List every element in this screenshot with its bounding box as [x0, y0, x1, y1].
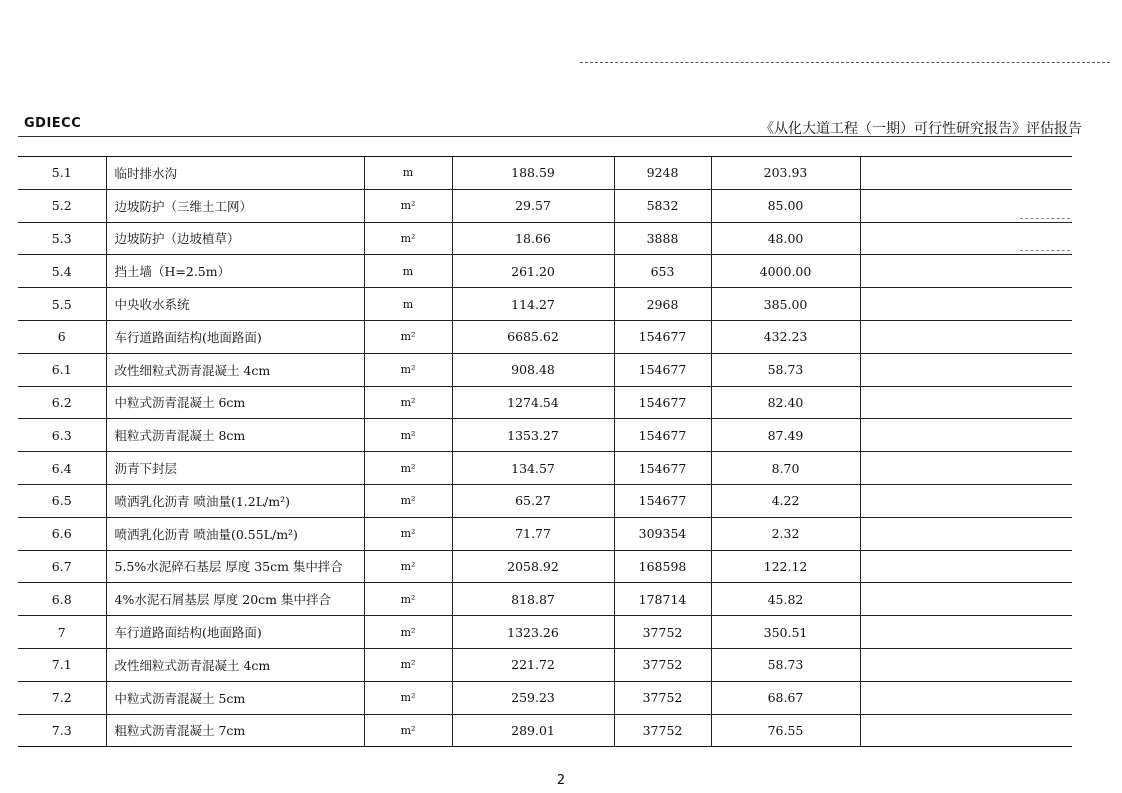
item-name-cell: 5.5%水泥碎石基层 厚度 35cm 集中拌合 — [106, 550, 364, 583]
amount-cell: 221.72 — [452, 648, 614, 681]
unit-price-cell: 432.23 — [711, 320, 860, 353]
quantity-cell: 9248 — [614, 157, 711, 190]
remarks-cell — [860, 616, 1072, 649]
unit-price-cell: 2.32 — [711, 517, 860, 550]
quantity-cell: 3888 — [614, 222, 711, 255]
amount-cell: 18.66 — [452, 222, 614, 255]
item-number-cell: 7 — [18, 616, 106, 649]
item-name-cell: 边坡防护（边坡植草） — [106, 222, 364, 255]
cost-table-container — [18, 156, 1072, 747]
item-number-cell: 5.2 — [18, 189, 106, 222]
item-name-cell: 粗粒式沥青混凝土 7cm — [106, 714, 364, 747]
quantity-cell: 154677 — [614, 484, 711, 517]
item-name-cell: 改性细粒式沥青混凝土 4cm — [106, 648, 364, 681]
table-row — [18, 616, 1072, 649]
item-name-cell: 沥青下封层 — [106, 452, 364, 485]
table-row — [18, 714, 1072, 747]
unit-cell: m² — [364, 452, 452, 485]
unit-price-cell: 76.55 — [711, 714, 860, 747]
remarks-cell — [860, 419, 1072, 452]
item-number-cell: 6.8 — [18, 583, 106, 616]
amount-cell: 259.23 — [452, 681, 614, 714]
amount-cell: 65.27 — [452, 484, 614, 517]
table-row — [18, 386, 1072, 419]
item-number-cell: 5.4 — [18, 255, 106, 288]
header-report-title: 《从化大道工程（一期）可行性研究报告》评估报告 — [760, 121, 1082, 137]
table-row — [18, 681, 1072, 714]
remarks-cell — [860, 320, 1072, 353]
item-name-cell: 改性细粒式沥青混凝土 4cm — [106, 353, 364, 386]
item-number-cell: 5.5 — [18, 288, 106, 321]
item-number-cell: 6.7 — [18, 550, 106, 583]
unit-cell: m — [364, 157, 452, 190]
amount-cell: 908.48 — [452, 353, 614, 386]
item-name-cell: 车行道路面结构(地面路面) — [106, 616, 364, 649]
cost-estimate-table — [18, 156, 1072, 747]
unit-price-cell: 122.12 — [711, 550, 860, 583]
unit-price-cell: 385.00 — [711, 288, 860, 321]
unit-price-cell: 8.70 — [711, 452, 860, 485]
quantity-cell: 154677 — [614, 320, 711, 353]
unit-cell: m² — [364, 353, 452, 386]
amount-cell: 6685.62 — [452, 320, 614, 353]
quantity-cell: 154677 — [614, 452, 711, 485]
unit-price-cell: 68.67 — [711, 681, 860, 714]
item-number-cell: 6.6 — [18, 517, 106, 550]
table-row — [18, 517, 1072, 550]
table-row — [18, 222, 1072, 255]
remarks-cell — [860, 255, 1072, 288]
scan-top-rule — [580, 62, 1110, 63]
remarks-cell — [860, 157, 1072, 190]
unit-price-cell: 82.40 — [711, 386, 860, 419]
table-row — [18, 320, 1072, 353]
table-row — [18, 583, 1072, 616]
unit-price-cell: 203.93 — [711, 157, 860, 190]
item-name-cell: 4%水泥石屑基层 厚度 20cm 集中拌合 — [106, 583, 364, 616]
item-name-cell: 挡土墙（H=2.5m） — [106, 255, 364, 288]
item-number-cell: 7.2 — [18, 681, 106, 714]
unit-price-cell: 87.49 — [711, 419, 860, 452]
quantity-cell: 37752 — [614, 648, 711, 681]
quantity-cell: 2968 — [614, 288, 711, 321]
item-number-cell: 6.1 — [18, 353, 106, 386]
item-number-cell: 5.1 — [18, 157, 106, 190]
remarks-cell — [860, 550, 1072, 583]
remarks-cell — [860, 681, 1072, 714]
quantity-cell: 154677 — [614, 353, 711, 386]
unit-cell: m² — [364, 681, 452, 714]
table-row — [18, 157, 1072, 190]
amount-cell: 188.59 — [452, 157, 614, 190]
unit-price-cell: 4.22 — [711, 484, 860, 517]
quantity-cell: 154677 — [614, 386, 711, 419]
item-name-cell: 中央收水系统 — [106, 288, 364, 321]
item-name-cell: 临时排水沟 — [106, 157, 364, 190]
unit-cell: m² — [364, 550, 452, 583]
amount-cell: 134.57 — [452, 452, 614, 485]
unit-cell: m² — [364, 583, 452, 616]
quantity-cell: 168598 — [614, 550, 711, 583]
unit-price-cell: 45.82 — [711, 583, 860, 616]
table-row — [18, 484, 1072, 517]
unit-cell: m² — [364, 320, 452, 353]
unit-cell: m² — [364, 517, 452, 550]
remarks-cell — [860, 714, 1072, 747]
quantity-cell: 37752 — [614, 714, 711, 747]
table-row — [18, 648, 1072, 681]
item-name-cell: 车行道路面结构(地面路面) — [106, 320, 364, 353]
unit-cell: m — [364, 288, 452, 321]
item-name-cell: 边坡防护（三维土工网） — [106, 189, 364, 222]
remarks-cell — [860, 484, 1072, 517]
quantity-cell: 5832 — [614, 189, 711, 222]
unit-cell: m² — [364, 419, 452, 452]
amount-cell: 1353.27 — [452, 419, 614, 452]
unit-cell: m — [364, 255, 452, 288]
amount-cell: 2058.92 — [452, 550, 614, 583]
item-number-cell: 6.4 — [18, 452, 106, 485]
unit-price-cell: 48.00 — [711, 222, 860, 255]
amount-cell: 261.20 — [452, 255, 614, 288]
scan-artifact — [1020, 250, 1070, 251]
quantity-cell: 37752 — [614, 681, 711, 714]
quantity-cell: 154677 — [614, 419, 711, 452]
item-number-cell: 6.3 — [18, 419, 106, 452]
unit-price-cell: 4000.00 — [711, 255, 860, 288]
quantity-cell: 37752 — [614, 616, 711, 649]
amount-cell: 1274.54 — [452, 386, 614, 419]
remarks-cell — [860, 353, 1072, 386]
remarks-cell — [860, 386, 1072, 419]
remarks-cell — [860, 288, 1072, 321]
header-divider — [18, 136, 1072, 137]
amount-cell: 1323.26 — [452, 616, 614, 649]
quantity-cell: 178714 — [614, 583, 711, 616]
unit-cell: m² — [364, 222, 452, 255]
table-row — [18, 189, 1072, 222]
table-row — [18, 452, 1072, 485]
table-row — [18, 353, 1072, 386]
page-number: 2 — [556, 773, 566, 788]
table-row — [18, 419, 1072, 452]
table-row — [18, 255, 1072, 288]
item-name-cell: 喷洒乳化沥青 喷油量(1.2L/m²) — [106, 484, 364, 517]
amount-cell: 114.27 — [452, 288, 614, 321]
table-row — [18, 288, 1072, 321]
table-row — [18, 550, 1072, 583]
quantity-cell: 653 — [614, 255, 711, 288]
unit-price-cell: 58.73 — [711, 648, 860, 681]
amount-cell: 71.77 — [452, 517, 614, 550]
unit-cell: m² — [364, 714, 452, 747]
unit-price-cell: 58.73 — [711, 353, 860, 386]
remarks-cell — [860, 452, 1072, 485]
unit-cell: m² — [364, 386, 452, 419]
table-body — [18, 157, 1072, 747]
item-number-cell: 6.2 — [18, 386, 106, 419]
unit-price-cell: 350.51 — [711, 616, 860, 649]
item-number-cell: 5.3 — [18, 222, 106, 255]
item-number-cell: 6.5 — [18, 484, 106, 517]
unit-cell: m² — [364, 648, 452, 681]
item-number-cell: 7.1 — [18, 648, 106, 681]
item-name-cell: 喷洒乳化沥青 喷油量(0.55L/m²) — [106, 517, 364, 550]
item-name-cell: 中粒式沥青混凝土 6cm — [106, 386, 364, 419]
amount-cell: 29.57 — [452, 189, 614, 222]
item-number-cell: 7.3 — [18, 714, 106, 747]
item-number-cell: 6 — [18, 320, 106, 353]
remarks-cell — [860, 648, 1072, 681]
item-name-cell: 粗粒式沥青混凝土 8cm — [106, 419, 364, 452]
unit-cell: m² — [364, 189, 452, 222]
remarks-cell — [860, 583, 1072, 616]
amount-cell: 818.87 — [452, 583, 614, 616]
unit-cell: m² — [364, 616, 452, 649]
amount-cell: 289.01 — [452, 714, 614, 747]
item-name-cell: 中粒式沥青混凝土 5cm — [106, 681, 364, 714]
unit-cell: m² — [364, 484, 452, 517]
remarks-cell — [860, 517, 1072, 550]
quantity-cell: 309354 — [614, 517, 711, 550]
unit-price-cell: 85.00 — [711, 189, 860, 222]
header-org: GDIECC — [24, 116, 82, 131]
scan-artifact — [1020, 218, 1070, 219]
